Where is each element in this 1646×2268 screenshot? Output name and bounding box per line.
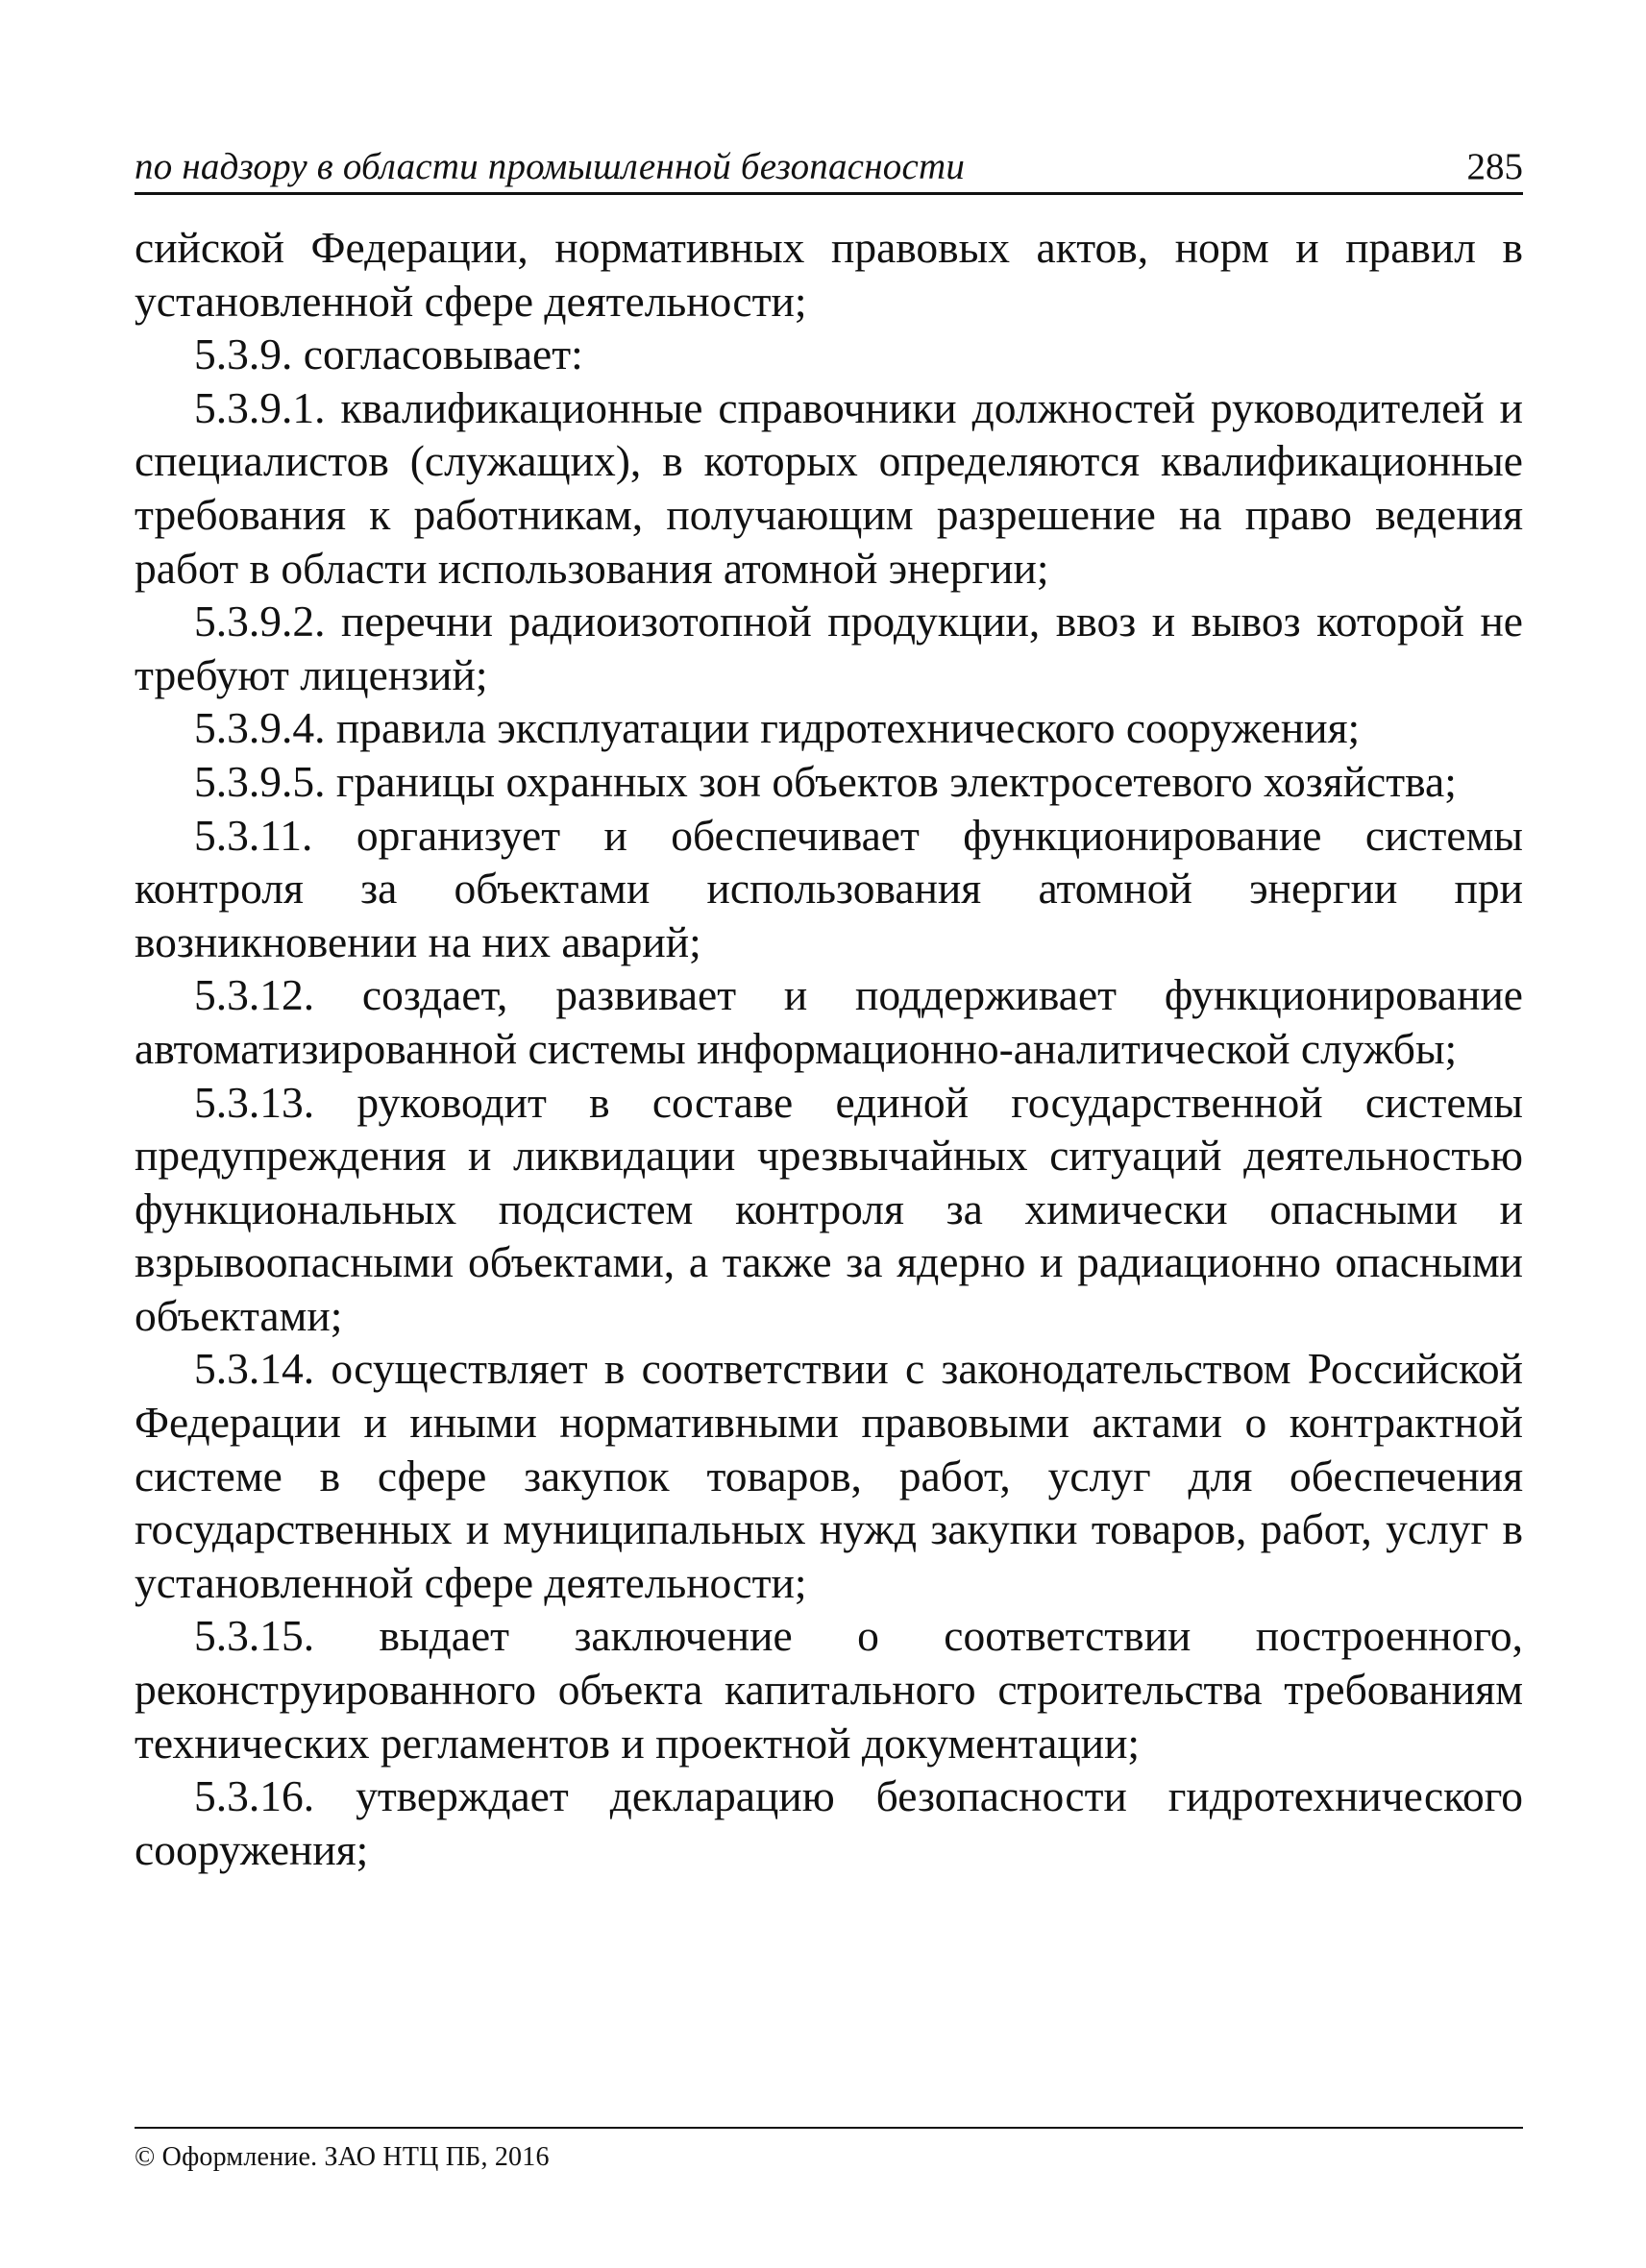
paragraph-5-3-13: 5.3.13. руководит в составе единой государственной системы предупреждения и ликвидации чрезвычайных ситуаций деятельностью функциональных подсистем контроля за химически опасными и взрывоопасными объектами, а также за ядерно и радиационно опасными объектами; [135, 1077, 1523, 1340]
paragraph-5-3-12: 5.3.12. создает, развивает и поддерживает функционирование автоматизированной системы информационно-аналитической службы; [135, 970, 1523, 1073]
paragraph-continuation: сийской Федерации, нормативных правовых актов, норм и правил в установленной сфере деятельности; [135, 223, 1523, 326]
paragraph-5-3-11: 5.3.11. организует и обеспечивает функционирование системы контроля за объектами использования атомной энергии при возникновении на них аварий; [135, 810, 1523, 966]
page-number: 285 [1466, 146, 1523, 187]
footer-divider [135, 2127, 1523, 2129]
paragraph-5-3-16: 5.3.16. утверждает декларацию безопасности гидротехнического сооружения; [135, 1771, 1523, 1874]
footer-copyright: © Оформление. ЗАО НТЦ ПБ, 2016 [135, 2142, 550, 2172]
running-header-title: по надзору в области промышленной безопасности [135, 146, 966, 187]
paragraph-5-3-9-1: 5.3.9.1. квалификационные справочники должностей руководителей и специалистов (служащих), в которых определяются квалификационные требования к работникам, получающим разрешение на право ведения работ в области использования атомной энергии; [135, 382, 1523, 593]
paragraph-5-3-9-2: 5.3.9.2. перечни радиоизотопной продукции, ввоз и вывоз которой не требуют лицензий; [135, 597, 1523, 699]
paragraph-5-3-14: 5.3.14. осуществляет в соответствии с законодательством Российской Федерации и иными нормативными правовыми актами о контрактной системе в сфере закупок товаров, работ, услуг для обеспечения государственных и муниципальных нужд закупки товаров, работ, услуг в установленной сфере деятельности; [135, 1344, 1523, 1607]
paragraph-5-3-9-4: 5.3.9.4. правила эксплуатации гидротехнического сооружения; [194, 703, 1361, 753]
body-text [135, 221, 1523, 1876]
paragraph-5-3-15: 5.3.15. выдает заключение о соответствии построенного, реконструированного объекта капитального строительства требованиям технических регламентов и проектной документации; [135, 1611, 1523, 1768]
paragraph-5-3-9-5: 5.3.9.5. границы охранных зон объектов электросетевого хозяйства; [194, 756, 1457, 806]
running-header [135, 144, 1523, 195]
paragraph-5-3-9: 5.3.9. согласовывает: [194, 329, 583, 379]
